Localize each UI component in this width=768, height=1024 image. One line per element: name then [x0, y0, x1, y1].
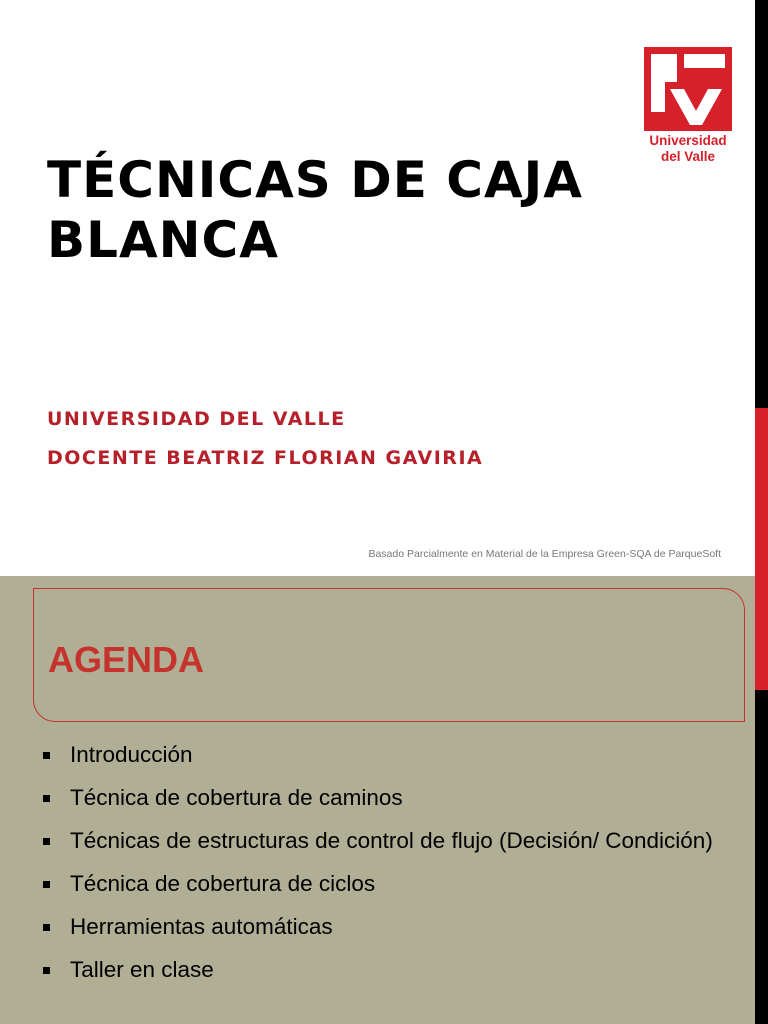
univalle-emblem-icon [644, 47, 732, 131]
credit-note: Basado Parcialmente en Material de la Empresa Green-SQA de ParqueSoft [368, 548, 721, 560]
agenda-item-text: Técnica de cobertura de caminos [70, 785, 403, 810]
agenda-title: AGENDA [48, 639, 205, 680]
agenda-list [0, 740, 755, 998]
slide-title-line2: BLANCA [47, 211, 279, 269]
agenda-item-text: Herramientas automáticas [70, 914, 333, 939]
bullet-square-icon [43, 752, 50, 759]
logo-text-line2: del Valle [660, 149, 716, 164]
right-edge-accent-bottom [755, 576, 768, 690]
agenda-item [0, 912, 755, 942]
slide-title-line1: TÉCNICAS DE CAJA [47, 151, 583, 209]
bullet-square-icon [43, 838, 50, 845]
agenda-item-text: Taller en clase [70, 957, 214, 982]
bullet-square-icon [43, 881, 50, 888]
agenda-item [0, 869, 755, 899]
slide-title [47, 150, 687, 270]
bullet-square-icon [43, 795, 50, 802]
agenda-item [0, 826, 755, 856]
right-edge-accent-top [755, 408, 768, 576]
subtitle-university: UNIVERSIDAD DEL VALLE [47, 408, 346, 430]
logo-text-line1: Universidad [649, 133, 727, 148]
agenda-item-text: Introducción [70, 742, 193, 767]
agenda-item [0, 783, 755, 813]
subtitle-teacher: DOCENTE BEATRIZ FLORIAN GAVIRIA [47, 447, 484, 469]
agenda-item-text: Técnicas de estructuras de control de flujo (Decisión/ Condición) [70, 828, 713, 853]
bullet-square-icon [43, 967, 50, 974]
universidad-del-valle-logo [644, 47, 732, 167]
bullet-square-icon [43, 924, 50, 931]
agenda-item [0, 955, 755, 985]
agenda-item-text: Técnica de cobertura de ciclos [70, 871, 376, 896]
agenda-item [0, 740, 755, 770]
